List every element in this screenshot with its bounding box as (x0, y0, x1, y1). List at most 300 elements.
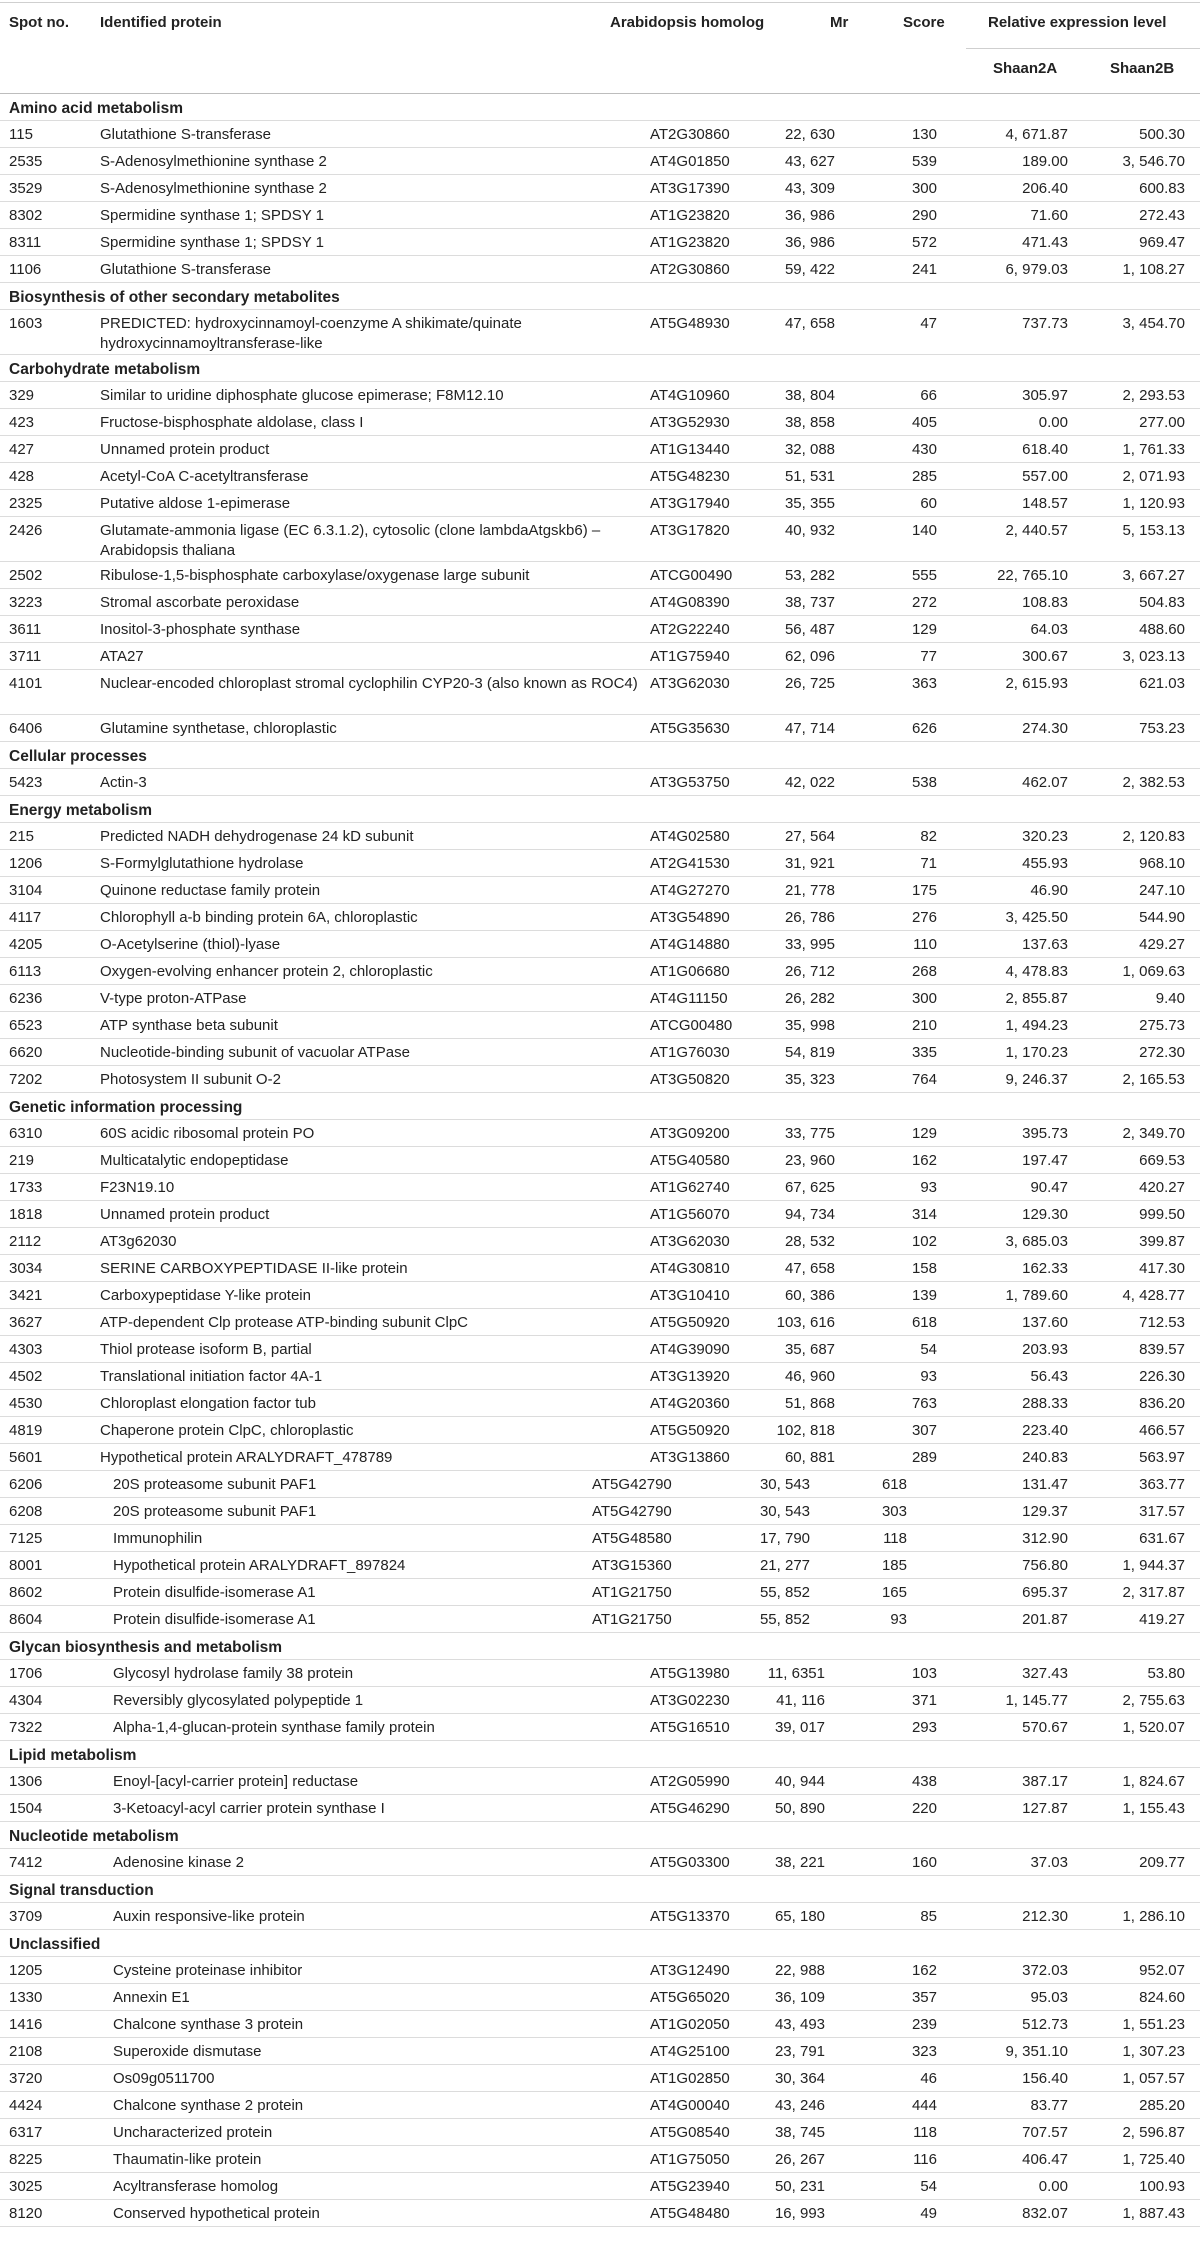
cell-shaan2b: 417.30 (1139, 1260, 1185, 1277)
table-row (0, 121, 1200, 148)
cell-score: 71 (920, 855, 937, 872)
table-row (0, 2065, 1200, 2092)
cell-homolog: AT2G30860 (650, 261, 730, 278)
table-header (0, 0, 1200, 94)
cell-mr: 38, 858 (784, 414, 835, 431)
cell-mr: 33, 995 (784, 936, 835, 953)
cell-shaan2b: 2, 755.63 (1122, 1692, 1185, 1709)
cell-spot: 8120 (9, 2205, 43, 2222)
table-row (0, 1282, 1200, 1309)
cell-shaan2a: 197.47 (1022, 1152, 1068, 1169)
cell-shaan2b: 2, 071.93 (1122, 468, 1185, 485)
cell-shaan2b: 504.83 (1139, 594, 1185, 611)
table-row (0, 1768, 1200, 1795)
cell-homolog: AT3G62030 (650, 675, 730, 692)
cell-homolog: AT3G62030 (650, 1233, 730, 1250)
cell-score: 185 (881, 1557, 907, 1574)
cell-shaan2a: 1, 170.23 (1005, 1044, 1068, 1061)
cell-spot: 8001 (9, 1557, 43, 1574)
cell-protein: Chlorophyll a-b binding protein 6A, chloroplastic (100, 909, 418, 926)
cell-mr: 22, 988 (774, 1962, 825, 1979)
cell-mr: 23, 960 (784, 1152, 835, 1169)
cell-shaan2b: 1, 057.57 (1122, 2070, 1185, 2087)
cell-homolog: AT4G27270 (650, 882, 730, 899)
cell-mr: 43, 627 (784, 153, 835, 170)
cell-spot: 6236 (9, 990, 43, 1007)
table-row (0, 616, 1200, 643)
cell-shaan2a: 756.80 (1022, 1557, 1068, 1574)
cell-mr: 26, 282 (784, 990, 835, 1007)
header-score: Score (903, 14, 945, 31)
cell-homolog: AT1G06680 (650, 963, 730, 980)
cell-shaan2b: 544.90 (1139, 909, 1185, 926)
cell-mr: 22, 630 (784, 126, 835, 143)
table-row (0, 1228, 1200, 1255)
section-title: Lipid metabolism (9, 1747, 137, 1764)
cell-mr: 39, 017 (774, 1719, 825, 1736)
cell-shaan2b: 2, 349.70 (1122, 1125, 1185, 1142)
cell-score: 241 (911, 261, 937, 278)
header-protein: Identified protein (100, 14, 222, 31)
cell-mr: 56, 487 (784, 621, 835, 638)
cell-homolog: AT5G16510 (650, 1719, 730, 1736)
cell-score: 371 (911, 1692, 937, 1709)
cell-shaan2b: 209.77 (1139, 1854, 1185, 1871)
table-body (0, 94, 1200, 2227)
cell-shaan2a: 288.33 (1022, 1395, 1068, 1412)
table-row (0, 1444, 1200, 1471)
header-mr: Mr (830, 14, 849, 31)
cell-score: 444 (911, 2097, 937, 2114)
table-row (0, 823, 1200, 850)
cell-score: 118 (913, 2124, 937, 2141)
cell-spot: 4502 (9, 1368, 43, 1385)
cell-homolog: AT3G53750 (650, 774, 730, 791)
header-homolog: Arabidopsis homolog (610, 14, 765, 31)
cell-score: 300 (911, 990, 937, 1007)
cell-mr: 30, 364 (774, 2070, 825, 2087)
table-row (0, 1471, 1200, 1498)
table-row (0, 1714, 1200, 1741)
cell-homolog: AT1G23820 (650, 234, 730, 251)
cell-mr: 43, 309 (784, 180, 835, 197)
cell-spot: 8602 (9, 1584, 43, 1601)
cell-homolog: AT5G13370 (650, 1908, 730, 1925)
cell-shaan2b: 836.20 (1139, 1395, 1185, 1412)
cell-spot: 3529 (9, 180, 43, 197)
cell-protein: Ribulose-1,5-bisphosphate carboxylase/oxygenase large subunit (100, 567, 530, 584)
table-row (0, 1174, 1200, 1201)
cell-score: 110 (913, 936, 937, 953)
cell-score: 47 (920, 315, 937, 332)
cell-shaan2a: 305.97 (1022, 387, 1068, 404)
cell-score: 626 (911, 720, 937, 737)
cell-shaan2a: 832.07 (1022, 2205, 1068, 2222)
table-row (0, 958, 1200, 985)
cell-homolog: AT5G48480 (650, 2205, 730, 2222)
cell-score: 129 (911, 621, 937, 638)
cell-shaan2a: 0.00 (1038, 2178, 1068, 2195)
cell-mr: 40, 944 (774, 1773, 825, 1790)
cell-shaan2a: 4, 478.83 (1005, 963, 1068, 980)
cell-shaan2a: 9, 246.37 (1005, 1071, 1068, 1088)
section-header (0, 1741, 1200, 1768)
cell-shaan2b: 277.00 (1139, 414, 1185, 431)
cell-spot: 6523 (9, 1017, 43, 1034)
cell-protein: Carboxypeptidase Y-like protein (100, 1287, 311, 1304)
table-row (0, 1903, 1200, 1930)
cell-score: 555 (911, 567, 937, 584)
cell-protein: Predicted NADH dehydrogenase 24 kD subunit (100, 828, 414, 845)
cell-protein: 20S proteasome subunit PAF1 (113, 1503, 317, 1520)
cell-spot: 215 (9, 828, 35, 845)
cell-shaan2a: 2, 615.93 (1005, 675, 1068, 692)
cell-mr: 30, 543 (759, 1476, 810, 1493)
table-row (0, 2092, 1200, 2119)
cell-spot: 1603 (9, 315, 43, 332)
cell-shaan2a: 83.77 (1030, 2097, 1068, 2114)
cell-shaan2a: 6, 979.03 (1005, 261, 1068, 278)
cell-mr: 30, 543 (759, 1503, 810, 1520)
cell-shaan2b: 621.03 (1139, 675, 1185, 692)
section-title: Signal transduction (9, 1882, 154, 1899)
cell-mr: 40, 932 (784, 522, 835, 539)
cell-protein: Enoyl-[acyl-carrier protein] reductase (113, 1773, 359, 1790)
cell-homolog: AT3G17390 (650, 180, 730, 197)
cell-shaan2a: 131.47 (1022, 1476, 1068, 1493)
cell-spot: 8302 (9, 207, 43, 224)
cell-mr: 54, 819 (784, 1044, 835, 1061)
section-title: Genetic information processing (9, 1099, 243, 1116)
table-row (0, 1201, 1200, 1228)
cell-spot: 4101 (9, 675, 43, 692)
section-title: Amino acid metabolism (9, 100, 183, 117)
table-row (0, 1255, 1200, 1282)
cell-homolog: AT1G23820 (650, 207, 730, 224)
section-header (0, 796, 1200, 823)
cell-score: 165 (881, 1584, 907, 1601)
cell-mr: 21, 277 (759, 1557, 810, 1574)
cell-protein: Photosystem II subunit O-2 (100, 1071, 281, 1088)
cell-shaan2b: 275.73 (1139, 1017, 1185, 1034)
cell-shaan2a: 3, 685.03 (1005, 1233, 1068, 1250)
cell-homolog: AT1G21750 (592, 1584, 672, 1601)
cell-spot: 7412 (9, 1854, 43, 1871)
cell-mr: 26, 267 (774, 2151, 825, 2168)
cell-shaan2a: 206.40 (1022, 180, 1068, 197)
cell-mr: 27, 564 (784, 828, 835, 845)
table-row (0, 2011, 1200, 2038)
cell-score: 357 (911, 1989, 937, 2006)
cell-mr: 50, 890 (774, 1800, 825, 1817)
cell-protein: Spermidine synthase 1; SPDSY 1 (100, 234, 325, 251)
cell-mr: 53, 282 (784, 567, 835, 584)
cell-shaan2b: 631.67 (1139, 1530, 1185, 1547)
cell-homolog: AT3G12490 (650, 1962, 730, 1979)
cell-homolog: AT5G46290 (650, 1800, 730, 1817)
cell-homolog: AT5G35630 (650, 720, 730, 737)
cell-score: 438 (911, 1773, 937, 1790)
cell-shaan2a: 274.30 (1022, 720, 1068, 737)
cell-homolog: AT3G54890 (650, 909, 730, 926)
cell-shaan2b: 2, 382.53 (1122, 774, 1185, 791)
table-row (0, 670, 1200, 715)
cell-score: 77 (920, 648, 937, 665)
cell-protein: Spermidine synthase 1; SPDSY 1 (100, 207, 325, 224)
cell-shaan2a: 3, 425.50 (1005, 909, 1068, 926)
cell-homolog: AT1G76030 (650, 1044, 730, 1061)
cell-protein: Similar to uridine diphosphate glucose epimerase; F8M12.10 (100, 387, 504, 404)
cell-spot: 1206 (9, 855, 43, 872)
cell-protein: Protein disulfide-isomerase A1 (113, 1611, 316, 1628)
cell-mr: 43, 246 (774, 2097, 825, 2114)
cell-score: 293 (911, 1719, 937, 1736)
cell-protein: Chalcone synthase 3 protein (113, 2016, 304, 2033)
section-title: Energy metabolism (9, 802, 152, 819)
cell-homolog: AT4G20360 (650, 1395, 730, 1412)
cell-spot: 2535 (9, 153, 43, 170)
table-row (0, 1363, 1200, 1390)
cell-score: 430 (911, 441, 937, 458)
cell-protein: Oxygen-evolving enhancer protein 2, chloroplastic (100, 963, 433, 980)
cell-score: 139 (911, 1287, 937, 1304)
cell-mr: 94, 734 (784, 1206, 835, 1223)
cell-protein: Protein disulfide-isomerase A1 (113, 1584, 316, 1601)
cell-spot: 329 (9, 387, 35, 404)
cell-shaan2b: 1, 887.43 (1122, 2205, 1185, 2222)
cell-protein: Nucleotide-binding subunit of vacuolar ATPase (100, 1044, 410, 1061)
cell-shaan2a: 1, 789.60 (1005, 1287, 1068, 1304)
cell-protein: Os09g0511700 (113, 2070, 215, 2087)
cell-protein: 3-Ketoacyl-acyl carrier protein synthase I (113, 1800, 385, 1817)
cell-shaan2b: 999.50 (1139, 1206, 1185, 1223)
cell-shaan2b: 1, 155.43 (1122, 1800, 1185, 1817)
cell-score: 118 (883, 1530, 907, 1547)
cell-spot: 1416 (9, 2016, 43, 2033)
table-row (0, 229, 1200, 256)
table-row (0, 1795, 1200, 1822)
cell-protein: Stromal ascorbate peroxidase (100, 594, 300, 611)
cell-score: 539 (911, 153, 937, 170)
cell-spot: 3711 (9, 648, 42, 665)
cell-shaan2b: 5, 153.13 (1122, 522, 1185, 539)
cell-shaan2b: 2, 165.53 (1122, 1071, 1185, 1088)
cell-shaan2b: 1, 069.63 (1122, 963, 1185, 980)
cell-homolog: AT3G17820 (650, 522, 730, 539)
cell-spot: 3720 (9, 2070, 43, 2087)
table-row (0, 382, 1200, 409)
cell-shaan2a: 223.40 (1022, 1422, 1068, 1439)
cell-score: 66 (920, 387, 937, 404)
table-row (0, 715, 1200, 742)
section-header (0, 94, 1200, 121)
cell-mr: 103, 616 (776, 1314, 835, 1331)
cell-shaan2a: 1, 145.77 (1005, 1692, 1068, 1709)
table-row (0, 256, 1200, 283)
section-header (0, 742, 1200, 769)
cell-shaan2a: 240.83 (1022, 1449, 1068, 1466)
cell-spot: 3104 (9, 882, 43, 899)
cell-mr: 36, 986 (784, 234, 835, 251)
cell-shaan2b: 952.07 (1139, 1962, 1185, 1979)
cell-spot: 8604 (9, 1611, 43, 1628)
cell-shaan2b: 669.53 (1139, 1152, 1185, 1169)
cell-protein: Nuclear-encoded chloroplast stromal cyclophilin CYP20-3 (also known as ROC4) (100, 675, 638, 692)
cell-shaan2a: 162.33 (1022, 1260, 1068, 1277)
cell-protein: Quinone reductase family protein (100, 882, 321, 899)
cell-spot: 423 (9, 414, 35, 431)
cell-shaan2b: 3, 023.13 (1122, 648, 1185, 665)
cell-mr: 50, 231 (774, 2178, 825, 2195)
cell-shaan2a: 56.43 (1030, 1368, 1068, 1385)
cell-mr: 60, 881 (784, 1449, 835, 1466)
cell-mr: 47, 714 (784, 720, 835, 737)
section-header (0, 1093, 1200, 1120)
cell-shaan2b: 1, 824.67 (1122, 1773, 1185, 1790)
cell-spot: 8225 (9, 2151, 43, 2168)
cell-homolog: AT5G42790 (592, 1476, 672, 1493)
cell-score: 175 (911, 882, 937, 899)
cell-score: 239 (911, 2016, 937, 2033)
cell-protein: Thiol protease isoform B, partial (100, 1341, 312, 1358)
table-row (0, 1957, 1200, 1984)
table-row (0, 463, 1200, 490)
cell-shaan2b: 1, 108.27 (1122, 261, 1185, 278)
cell-spot: 5601 (9, 1449, 43, 1466)
cell-protein: Adenosine kinase 2 (113, 1854, 244, 1871)
cell-protein: Thaumatin-like protein (113, 2151, 262, 2168)
table-row (0, 1687, 1200, 1714)
section-header (0, 1822, 1200, 1849)
cell-mr: 28, 532 (784, 1233, 835, 1250)
cell-score: 220 (911, 1800, 937, 1817)
cell-shaan2a: 22, 765.10 (997, 567, 1068, 584)
cell-mr: 62, 096 (784, 648, 835, 665)
cell-score: 285 (911, 468, 937, 485)
cell-mr: 38, 221 (774, 1854, 825, 1871)
cell-mr: 55, 852 (759, 1611, 810, 1628)
cell-protein: Acetyl-CoA C-acetyltransferase (100, 468, 309, 485)
table-row (0, 310, 1200, 355)
cell-shaan2b: 399.87 (1139, 1233, 1185, 1250)
cell-spot: 219 (9, 1152, 35, 1169)
cell-mr: 51, 868 (784, 1395, 835, 1412)
cell-homolog: AT4G39090 (650, 1341, 730, 1358)
header-shaan2b: Shaan2B (1110, 60, 1175, 77)
cell-spot: 1306 (9, 1773, 43, 1790)
table-row (0, 1309, 1200, 1336)
cell-protein: Auxin responsive-like protein (113, 1908, 305, 1925)
cell-homolog: AT3G15360 (592, 1557, 672, 1574)
cell-shaan2b: 1, 551.23 (1122, 2016, 1185, 2033)
cell-mr: 42, 022 (784, 774, 835, 791)
cell-mr: 35, 323 (784, 1071, 835, 1088)
cell-score: 290 (911, 207, 937, 224)
table-row (0, 1525, 1200, 1552)
cell-shaan2b: 419.27 (1139, 1611, 1185, 1628)
cell-score: 116 (913, 2151, 937, 2168)
cell-shaan2b: 429.27 (1139, 936, 1185, 953)
cell-homolog: AT5G65020 (650, 1989, 730, 2006)
cell-shaan2b: 969.47 (1139, 234, 1185, 251)
cell-score: 289 (911, 1449, 937, 1466)
cell-spot: 3034 (9, 1260, 43, 1277)
cell-score: 303 (881, 1503, 907, 1520)
cell-mr: 41, 116 (776, 1692, 825, 1709)
table-row (0, 1606, 1200, 1633)
cell-score: 85 (920, 1908, 937, 1925)
cell-protein: Glutathione S-transferase (100, 261, 271, 278)
cell-mr: 32, 088 (784, 441, 835, 458)
cell-homolog: AT2G22240 (650, 621, 730, 638)
cell-score: 323 (911, 2043, 937, 2060)
cell-shaan2b: 4, 428.77 (1122, 1287, 1185, 1304)
cell-score: 129 (911, 1125, 937, 1142)
cell-homolog: AT5G48580 (592, 1530, 672, 1547)
cell-shaan2b: 2, 293.53 (1122, 387, 1185, 404)
cell-spot: 4117 (9, 909, 42, 926)
cell-homolog: AT4G02580 (650, 828, 730, 845)
cell-shaan2b: 968.10 (1139, 855, 1185, 872)
cell-protein: AT3g62030 (100, 1233, 177, 1250)
cell-shaan2a: 455.93 (1022, 855, 1068, 872)
cell-score: 363 (911, 675, 937, 692)
cell-protein: S-Formylglutathione hydrolase (100, 855, 304, 872)
cell-shaan2a: 108.83 (1022, 594, 1068, 611)
table-row (0, 1660, 1200, 1687)
cell-score: 102 (911, 1233, 937, 1250)
cell-score: 54 (920, 1341, 937, 1358)
cell-shaan2a: 395.73 (1022, 1125, 1068, 1142)
cell-spot: 1818 (9, 1206, 43, 1223)
cell-score: 93 (890, 1611, 907, 1628)
table-row (0, 1984, 1200, 2011)
cell-mr: 21, 778 (784, 882, 835, 899)
cell-homolog: AT3G13860 (650, 1449, 730, 1466)
cell-homolog: AT5G50920 (650, 1422, 730, 1439)
cell-shaan2a: 406.47 (1022, 2151, 1068, 2168)
cell-shaan2a: 387.17 (1022, 1773, 1068, 1790)
section-header (0, 355, 1200, 382)
cell-homolog: AT4G08390 (650, 594, 730, 611)
cell-shaan2a: 570.67 (1022, 1719, 1068, 1736)
cell-spot: 2108 (9, 2043, 43, 2060)
cell-homolog: AT5G40580 (650, 1152, 730, 1169)
cell-shaan2a: 372.03 (1022, 1962, 1068, 1979)
cell-shaan2a: 137.63 (1022, 936, 1068, 953)
cell-mr: 60, 386 (784, 1287, 835, 1304)
cell-spot: 6206 (9, 1476, 43, 1493)
cell-shaan2b: 247.10 (1139, 882, 1185, 899)
header-top-rule (0, 2, 1200, 3)
cell-score: 162 (911, 1962, 937, 1979)
cell-shaan2a: 156.40 (1022, 2070, 1068, 2087)
cell-score: 54 (920, 2178, 937, 2195)
cell-shaan2a: 4, 671.87 (1005, 126, 1068, 143)
cell-protein: SERINE CARBOXYPEPTIDASE II-like protein (100, 1260, 408, 1277)
cell-protein: Reversibly glycosylated polypeptide 1 (113, 1692, 364, 1709)
cell-score: 160 (911, 1854, 937, 1871)
cell-shaan2b: 1, 307.23 (1122, 2043, 1185, 2060)
table-row (0, 1552, 1200, 1579)
cell-shaan2b: 824.60 (1139, 1989, 1185, 2006)
table-row (0, 2119, 1200, 2146)
cell-homolog: AT3G50820 (650, 1071, 730, 1088)
cell-mr: 35, 687 (784, 1341, 835, 1358)
cell-shaan2a: 9, 351.10 (1005, 2043, 1068, 2060)
cell-shaan2a: 212.30 (1022, 1908, 1068, 1925)
table-row (0, 850, 1200, 877)
